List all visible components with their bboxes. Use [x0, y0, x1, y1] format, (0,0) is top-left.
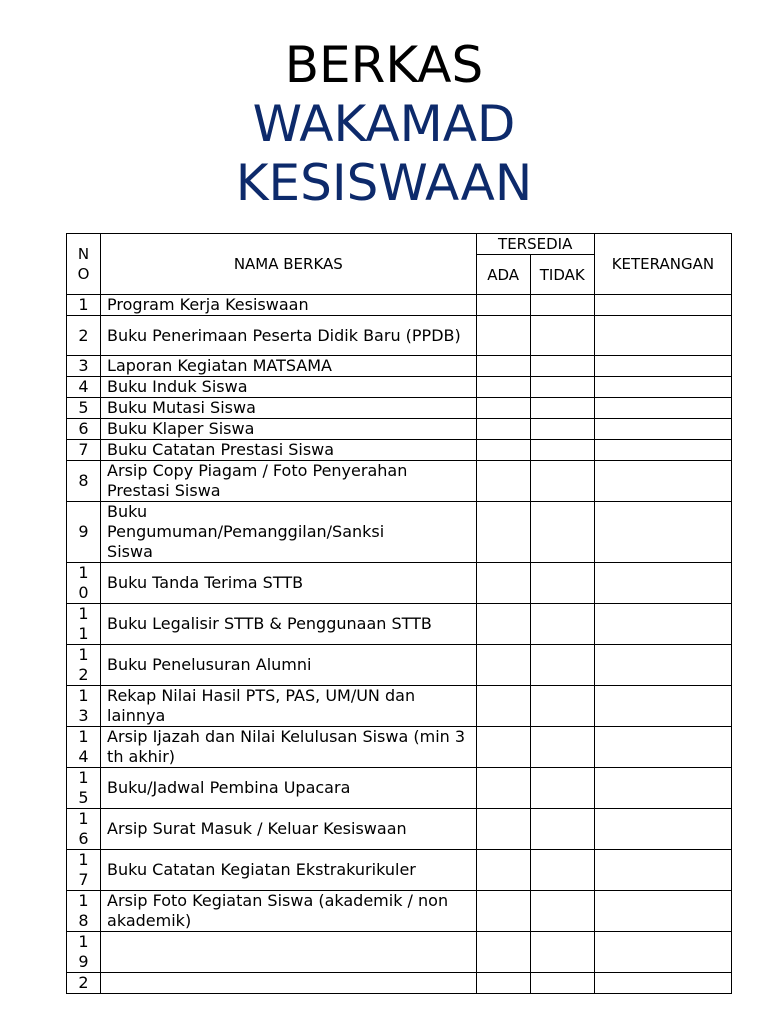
row-keterangan-cell	[594, 563, 731, 604]
row-nama-berkas	[101, 973, 477, 994]
row-tidak-cell	[530, 502, 594, 563]
row-ada-cell	[476, 461, 530, 502]
table-row	[67, 727, 732, 768]
row-nama-berkas: Buku Catatan Prestasi Siswa	[101, 440, 477, 461]
row-ada-cell	[476, 768, 530, 809]
row-nama-berkas: Buku Tanda Terima STTB	[101, 563, 477, 604]
row-keterangan-cell	[594, 973, 731, 994]
row-keterangan-cell	[594, 419, 731, 440]
row-keterangan-cell	[594, 768, 731, 809]
row-ada-cell	[476, 440, 530, 461]
row-keterangan-cell	[594, 356, 731, 377]
row-ada-cell	[476, 973, 530, 994]
row-keterangan-cell	[594, 645, 731, 686]
row-tidak-cell	[530, 377, 594, 398]
header-tersedia: TERSEDIA	[476, 234, 594, 255]
row-keterangan-cell	[594, 502, 731, 563]
row-tidak-cell	[530, 419, 594, 440]
row-ada-cell	[476, 727, 530, 768]
row-ada-cell	[476, 419, 530, 440]
row-tidak-cell	[530, 398, 594, 419]
header-tidak: TIDAK	[530, 255, 594, 295]
row-tidak-cell	[530, 727, 594, 768]
row-number: 19	[67, 932, 101, 973]
row-nama-berkas: Buku Induk Siswa	[101, 377, 477, 398]
row-nama-berkas: Buku/Jadwal Pembina Upacara	[101, 768, 477, 809]
row-ada-cell	[476, 502, 530, 563]
title-line-wakamad: WAKAMAD	[252, 95, 516, 153]
row-keterangan-cell	[594, 686, 731, 727]
row-number: 6	[67, 419, 101, 440]
row-nama-berkas: Buku Catatan Kegiatan Ekstrakurikuler	[101, 850, 477, 891]
table-row	[67, 645, 732, 686]
row-number: 3	[67, 356, 101, 377]
row-nama-berkas: Arsip Copy Piagam / Foto Penyerahan Prestasi Siswa	[101, 461, 477, 502]
row-nama-berkas	[101, 932, 477, 973]
row-number: 5	[67, 398, 101, 419]
row-tidak-cell	[530, 461, 594, 502]
table-row	[67, 502, 732, 563]
row-number: 10	[67, 563, 101, 604]
row-ada-cell	[476, 295, 530, 316]
row-number: 4	[67, 377, 101, 398]
row-ada-cell	[476, 398, 530, 419]
table-row	[67, 686, 732, 727]
row-tidak-cell	[530, 932, 594, 973]
row-tidak-cell	[530, 645, 594, 686]
row-keterangan-cell	[594, 727, 731, 768]
table-row	[67, 604, 732, 645]
header-keterangan: KETERANGAN	[594, 234, 731, 295]
row-nama-berkas: Arsip Ijazah dan Nilai Kelulusan Siswa (min 3 th akhir)	[101, 727, 477, 768]
row-nama-berkas: Buku Klaper Siswa	[101, 419, 477, 440]
table-row	[67, 356, 732, 377]
row-ada-cell	[476, 377, 530, 398]
table-row	[67, 809, 732, 850]
row-keterangan-cell	[594, 440, 731, 461]
title-line-kesiswaan: KESISWAAN	[235, 154, 533, 212]
row-number: 11	[67, 604, 101, 645]
row-tidak-cell	[530, 809, 594, 850]
row-nama-berkas: Arsip Surat Masuk / Keluar Kesiswaan	[101, 809, 477, 850]
table-row	[67, 973, 732, 994]
row-tidak-cell	[530, 295, 594, 316]
table-row	[67, 563, 732, 604]
row-tidak-cell	[530, 768, 594, 809]
row-number: 2	[67, 316, 101, 356]
header-ada: ADA	[476, 255, 530, 295]
row-nama-berkas: Buku Mutasi Siswa	[101, 398, 477, 419]
table-row	[67, 377, 732, 398]
row-ada-cell	[476, 850, 530, 891]
row-keterangan-cell	[594, 604, 731, 645]
row-number: 2	[67, 973, 101, 994]
row-keterangan-cell	[594, 398, 731, 419]
row-ada-cell	[476, 604, 530, 645]
table-row	[67, 891, 732, 932]
row-nama-berkas: Laporan Kegiatan MATSAMA	[101, 356, 477, 377]
row-ada-cell	[476, 891, 530, 932]
row-tidak-cell	[530, 604, 594, 645]
row-ada-cell	[476, 316, 530, 356]
row-tidak-cell	[530, 316, 594, 356]
berkas-checklist-table	[66, 233, 732, 994]
row-tidak-cell	[530, 563, 594, 604]
row-keterangan-cell	[594, 461, 731, 502]
row-tidak-cell	[530, 850, 594, 891]
row-number: 14	[67, 727, 101, 768]
row-number: 16	[67, 809, 101, 850]
row-ada-cell	[476, 645, 530, 686]
row-nama-berkas: Rekap Nilai Hasil PTS, PAS, UM/UN dan lainnya	[101, 686, 477, 727]
row-nama-berkas: Buku Pengumuman/Pemanggilan/Sanksi Siswa	[101, 502, 477, 563]
row-keterangan-cell	[594, 316, 731, 356]
table-row	[67, 440, 732, 461]
table-row	[67, 461, 732, 502]
row-keterangan-cell	[594, 850, 731, 891]
table-row	[67, 932, 732, 973]
row-nama-berkas: Buku Penelusuran Alumni	[101, 645, 477, 686]
row-nama-berkas: Buku Legalisir STTB & Penggunaan STTB	[101, 604, 477, 645]
row-tidak-cell	[530, 686, 594, 727]
row-nama-berkas: Program Kerja Kesiswaan	[101, 295, 477, 316]
page-title	[0, 36, 768, 213]
row-nama-berkas: Buku Penerimaan Peserta Didik Baru (PPDB)	[101, 316, 477, 356]
row-number: 9	[67, 502, 101, 563]
header-no: NO	[67, 234, 101, 295]
row-tidak-cell	[530, 440, 594, 461]
table-row	[67, 295, 732, 316]
row-ada-cell	[476, 686, 530, 727]
row-tidak-cell	[530, 973, 594, 994]
table-row	[67, 316, 732, 356]
row-nama-berkas: Arsip Foto Kegiatan Siswa (akademik / non akademik)	[101, 891, 477, 932]
row-keterangan-cell	[594, 295, 731, 316]
row-number: 8	[67, 461, 101, 502]
row-ada-cell	[476, 563, 530, 604]
row-number: 18	[67, 891, 101, 932]
row-tidak-cell	[530, 356, 594, 377]
row-number: 12	[67, 645, 101, 686]
row-keterangan-cell	[594, 377, 731, 398]
table-row	[67, 398, 732, 419]
row-keterangan-cell	[594, 932, 731, 973]
table-row	[67, 768, 732, 809]
row-ada-cell	[476, 809, 530, 850]
table-row	[67, 419, 732, 440]
row-ada-cell	[476, 356, 530, 377]
title-line-berkas: BERKAS	[284, 36, 484, 94]
row-number: 13	[67, 686, 101, 727]
header-nama-berkas: NAMA BERKAS	[101, 234, 477, 295]
row-number: 15	[67, 768, 101, 809]
row-number: 7	[67, 440, 101, 461]
row-ada-cell	[476, 932, 530, 973]
row-keterangan-cell	[594, 891, 731, 932]
table-row	[67, 850, 732, 891]
row-number: 17	[67, 850, 101, 891]
row-keterangan-cell	[594, 809, 731, 850]
row-tidak-cell	[530, 891, 594, 932]
row-number: 1	[67, 295, 101, 316]
